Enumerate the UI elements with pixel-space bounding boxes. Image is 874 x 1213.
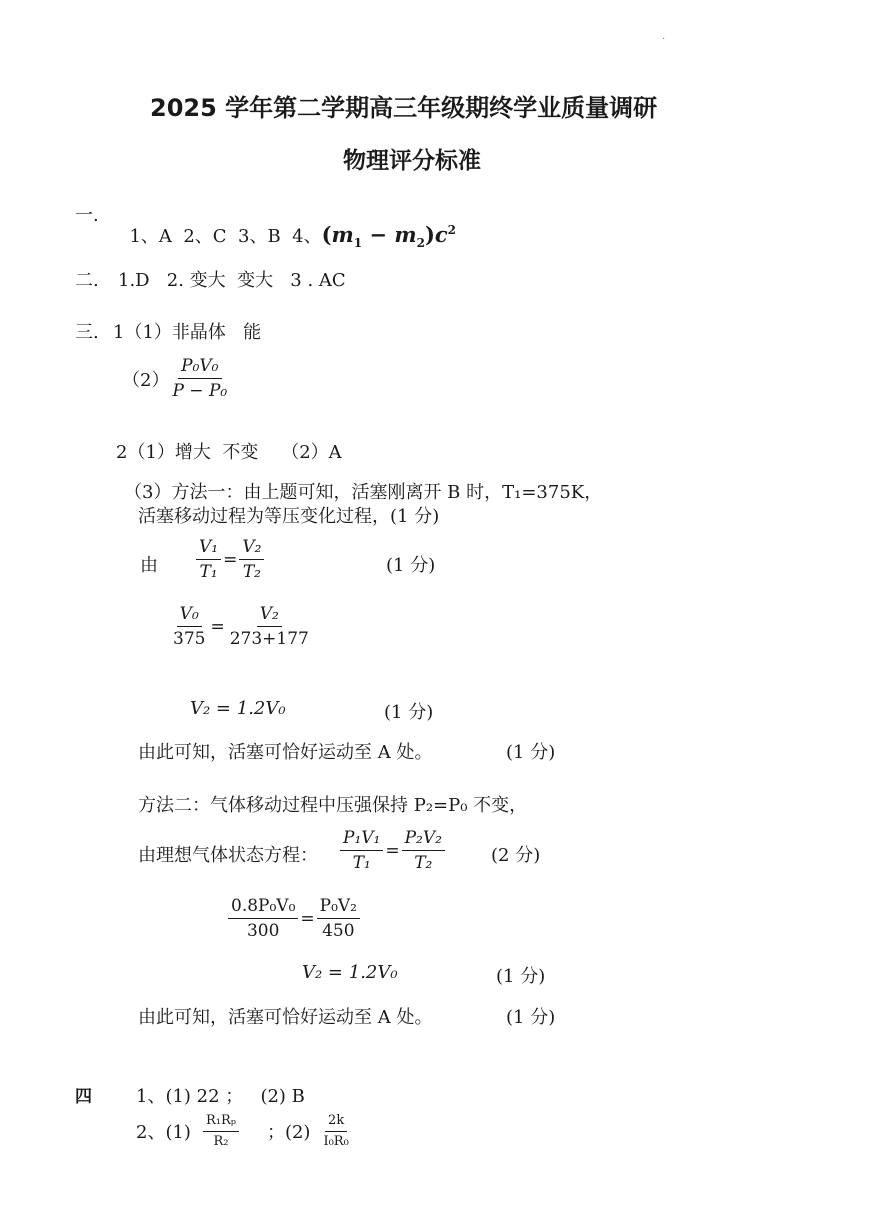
q2-part-3-line-1: （3）方法一：由上题可知，活塞刚离开 B 时，T₁=375K， — [124, 482, 603, 503]
fraction-denominator: I₀R₀ — [323, 1133, 349, 1149]
q4-expression — [321, 222, 457, 251]
fraction-numerator: P₂V₂ — [402, 828, 445, 851]
section-1-answers — [118, 201, 456, 250]
q1-part-2-label: （2） — [122, 369, 170, 391]
q1-part-1: 1（1）非晶体 能 — [113, 322, 262, 343]
fraction-numerator: 2k — [325, 1113, 347, 1132]
section-3-label: 三. — [75, 322, 99, 343]
mass-2: m — [394, 222, 417, 247]
method-1-equation-1-score: (1 分) — [386, 555, 436, 576]
fraction-denominator: 375 — [173, 629, 206, 650]
method-2-state-label: 由理想气体状态方程： — [138, 845, 318, 866]
light-speed: c — [434, 222, 448, 247]
section-4-q2 — [136, 1113, 352, 1149]
method-2-conclusion: 由此可知，活塞可恰好运动至 A 处。 — [138, 1007, 433, 1028]
equals-sign: = — [210, 616, 225, 637]
equals-sign: = — [385, 840, 400, 861]
section-4-q2-fraction-1 — [203, 1113, 239, 1149]
fraction-numerator: P₀V₀ — [178, 356, 221, 379]
fraction-numerator: 0.8P₀V₀ — [228, 896, 298, 919]
method-2-line: 方法二：气体移动过程中压强保持 P₂=P₀ 不变， — [138, 795, 528, 816]
equals-sign: = — [300, 908, 315, 929]
q1-part-2-fraction — [169, 356, 230, 402]
fraction-left — [170, 604, 208, 650]
fraction-denominator: 273+177 — [229, 629, 309, 650]
fraction-numerator: R₁Rₚ — [203, 1113, 239, 1132]
method-1-result-score: (1 分) — [384, 702, 434, 723]
q2-part-1-2: 2（1）增大 不变 （2）A — [116, 442, 342, 463]
method-1-equation-1 — [196, 537, 264, 583]
section-4-label: 四 — [75, 1087, 92, 1107]
q2-part-3-line-2: 活塞移动过程为等压变化过程，(1 分) — [138, 506, 440, 527]
fraction-numerator: P₁V₁ — [340, 828, 383, 851]
section-4-q1: 1、(1) 22 ； (2) B — [136, 1086, 305, 1107]
fraction-numerator: V₀ — [177, 604, 202, 627]
method-1-you: 由 — [140, 555, 158, 576]
fraction-numerator: V₂ — [257, 604, 282, 627]
fraction-left — [228, 896, 298, 942]
fraction-denominator: 300 — [246, 921, 280, 942]
method-2-equation-2 — [228, 896, 360, 942]
fraction-denominator: R₂ — [213, 1133, 229, 1149]
paren-open: ( — [321, 222, 332, 247]
method-1-conclusion: 由此可知，活塞可恰好运动至 A 处。 — [138, 742, 433, 763]
equals-sign: = — [223, 549, 238, 570]
method-1-equation-2 — [170, 604, 312, 650]
mass-2-subscript: 2 — [416, 236, 425, 251]
corner-mark: · — [662, 34, 666, 45]
method-1-result: V₂ = 1.2V₀ — [190, 698, 286, 719]
section-1-choices: 1、A 2、C 3、B 4、 — [129, 226, 322, 247]
fraction-denominator: T₁ — [352, 853, 371, 874]
fraction-right — [317, 896, 360, 942]
section-2-label: 二. — [75, 270, 99, 291]
method-2-equation-1 — [340, 828, 445, 874]
paren-close: ) — [424, 222, 435, 247]
document-subtitle: 物理评分标准 — [343, 148, 481, 174]
document-title: 2025 学年第二学期高三年级期终学业质量调研 — [150, 94, 658, 122]
fraction-numerator: V₂ — [239, 537, 264, 560]
fraction-denominator: P − P₀ — [172, 381, 228, 402]
fraction-left — [196, 537, 221, 583]
fraction-denominator: 450 — [322, 921, 355, 942]
fraction-right — [402, 828, 445, 874]
fraction-denominator: T₂ — [242, 562, 261, 583]
section-1-label: 一. — [75, 205, 99, 226]
method-2-result: V₂ = 1.2V₀ — [302, 962, 398, 983]
fraction-left — [340, 828, 383, 874]
minus-sign: − — [362, 222, 395, 247]
mass-1-subscript: 1 — [353, 236, 363, 251]
q1-part-2 — [122, 356, 230, 402]
fraction-right — [227, 604, 312, 650]
section-4-q2-label: 2、(1) — [136, 1122, 191, 1144]
method-2-equation-1-score: (2 分) — [491, 845, 541, 866]
section-2-answers: 1.D 2. 变大 变大 3 . AC — [118, 270, 346, 291]
method-2-result-score: (1 分) — [496, 966, 546, 987]
section-4-q2-fraction-2 — [320, 1113, 351, 1149]
mass-1: m — [331, 222, 354, 247]
method-2-conclusion-score: (1 分) — [506, 1007, 556, 1028]
fraction-right — [239, 537, 264, 583]
fraction-numerator: V₁ — [196, 537, 221, 560]
fraction-denominator: T₁ — [199, 562, 218, 583]
fraction-numerator: P₀V₂ — [317, 896, 360, 919]
method-1-conclusion-score: (1 分) — [506, 742, 556, 763]
fraction-denominator: T₂ — [414, 853, 433, 874]
section-4-q2-separator: ；(2) — [266, 1122, 311, 1144]
light-speed-exponent: 2 — [447, 223, 457, 237]
